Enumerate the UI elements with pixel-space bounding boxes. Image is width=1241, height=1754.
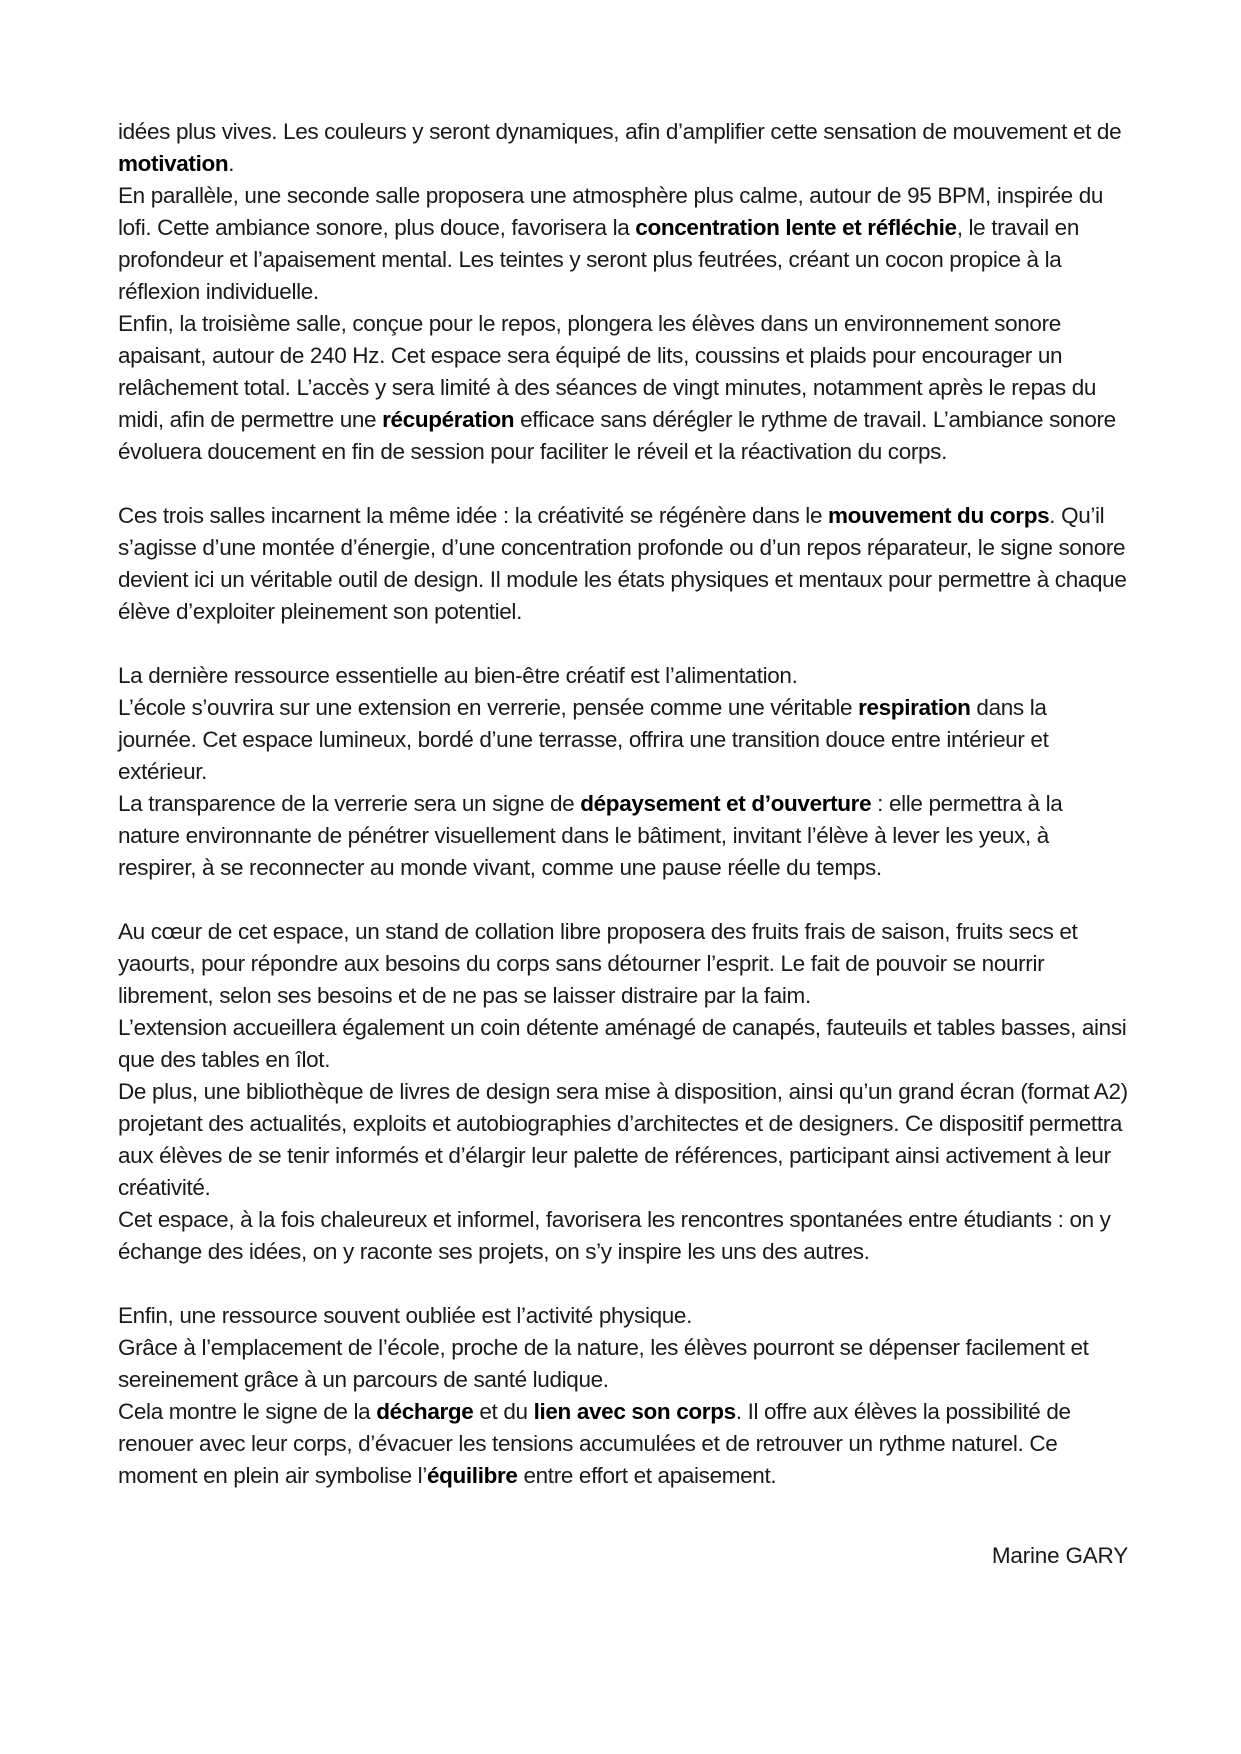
paragraph-p4: [118, 500, 1128, 628]
paragraph-spacer: [118, 468, 1128, 500]
paragraph-p8: [118, 916, 1128, 1012]
body-text: .: [228, 151, 235, 176]
emphasis-text: mouvement du corps: [828, 503, 1050, 528]
paragraph-p5: [118, 660, 1128, 692]
body-text: De plus, une bibliothèque de livres de design sera mise à disposition, ainsi qu’un grand écran (format A2) projetant des actualités, exploits et autobiographies d’architectes et de designers. Ce dispositif permettra aux élèves de se tenir informés et d’élargir leur palette de références, participant ainsi activement à leur créativité.: [118, 1079, 1128, 1200]
paragraph-p6: [118, 692, 1128, 788]
paragraph-p2: [118, 180, 1128, 308]
body-text: entre effort et apaisement.: [517, 1463, 777, 1488]
body-text: dans la journée. Cet espace lumineux, bordé d’une terrasse, offrira une transition douce entre intérieur et extérieur.: [118, 695, 1049, 784]
body-text: L’école s’ouvrira sur une extension en verrerie, pensée comme une véritable: [118, 695, 859, 720]
body-text: , le travail en profondeur et l’apaisement mental. Les teintes y seront plus feutrées, créant un cocon propice à la réflexion individuelle.: [118, 215, 1079, 304]
body-text: Enfin, la troisième salle, conçue pour le repos, plongera les élèves dans un environnement sonore apaisant, autour de 240 Hz. Cet espace sera équipé de lits, coussins et plaids pour encourager un relâchement total. L’accès y sera limité à des séances de vingt minutes, notamment après le repas du midi, afin de permettre une: [118, 311, 1097, 432]
paragraph-p11: [118, 1204, 1128, 1268]
body-text: La dernière ressource essentielle au bien-être créatif est l’alimentation.: [118, 663, 798, 688]
paragraph-p7: [118, 788, 1128, 884]
paragraph-p14: [118, 1396, 1128, 1492]
paragraph-p13: [118, 1332, 1128, 1396]
paragraph-spacer: [118, 628, 1128, 660]
emphasis-text: décharge: [376, 1399, 474, 1424]
body-text: Cela montre le signe de la: [118, 1399, 377, 1424]
emphasis-text: motivation: [118, 151, 229, 176]
emphasis-text: respiration: [858, 695, 971, 720]
body-text: et du: [473, 1399, 534, 1424]
body-text: . Il offre aux élèves la possibilité de renouer avec leur corps, d’évacuer les tensions accumulées et de retrouver un rythme naturel. Ce moment en plein air symbolise l’: [118, 1399, 1071, 1488]
body-text: Enfin, une ressource souvent oubliée est l’activité physique.: [118, 1303, 692, 1328]
paragraph-p1: [118, 116, 1128, 180]
paragraph-spacer: [118, 884, 1128, 916]
body-text: Au cœur de cet espace, un stand de collation libre proposera des fruits frais de saison, fruits secs et yaourts, pour répondre aux besoins du corps sans détourner l’esprit. Le fait de pouvoir se nourrir librement, selon ses besoins et de ne pas se laisser distraire par la faim.: [118, 919, 1078, 1008]
emphasis-text: dépaysement et d’ouverture: [580, 791, 872, 816]
emphasis-text: concentration lente et réfléchie: [635, 215, 957, 240]
emphasis-text: lien avec son corps: [533, 1399, 736, 1424]
body-text: Grâce à l’emplacement de l’école, proche de la nature, les élèves pourront se dépenser facilement et sereinement grâce à un parcours de santé ludique.: [118, 1335, 1089, 1392]
document-body: [118, 116, 1128, 1492]
paragraph-spacer: [118, 1268, 1128, 1300]
emphasis-text: équilibre: [426, 1463, 518, 1488]
body-text: . Qu’il s’agisse d’une montée d’énergie, d’une concentration profonde ou d’un repos réparateur, le signe sonore devient ici un véritable outil de design. Il module les états physiques et mentaux pour permettre à chaque élève d’exploiter pleinement son potentiel.: [118, 503, 1127, 624]
paragraph-p9: [118, 1012, 1128, 1076]
author-signature: Marine GARY: [991, 1543, 1128, 1568]
body-text: L’extension accueillera également un coin détente aménagé de canapés, fauteuils et tables basses, ainsi que des tables en îlot.: [118, 1015, 1127, 1072]
body-text: Cet espace, à la fois chaleureux et informel, favorisera les rencontres spontanées entre étudiants : on y échange des idées, on y raconte ses projets, on s’y inspire les uns des autres.: [118, 1207, 1111, 1264]
body-text: idées plus vives. Les couleurs y seront dynamiques, afin d’amplifier cette sensation de mouvement et de: [118, 119, 1122, 144]
emphasis-text: récupération: [382, 407, 515, 432]
body-text: Ces trois salles incarnent la même idée : la créativité se régénère dans le: [118, 503, 829, 528]
body-text: efficace sans dérégler le rythme de travail. L’ambiance sonore évoluera doucement en fin de session pour faciliter le réveil et la réactivation du corps.: [118, 407, 1116, 464]
body-text: : elle permettra à la nature environnante de pénétrer visuellement dans le bâtiment, invitant l’élève à lever les yeux, à respirer, à se reconnecter au monde vivant, comme une pause réelle du temps.: [118, 791, 1063, 880]
paragraph-p12: [118, 1300, 1128, 1332]
paragraph-p10: [118, 1076, 1128, 1204]
body-text: En parallèle, une seconde salle proposera une atmosphère plus calme, autour de 95 BPM, inspirée du lofi. Cette ambiance sonore, plus douce, favorisera la: [118, 183, 1104, 240]
body-text: La transparence de la verrerie sera un signe de: [118, 791, 581, 816]
paragraph-p3: [118, 308, 1128, 468]
